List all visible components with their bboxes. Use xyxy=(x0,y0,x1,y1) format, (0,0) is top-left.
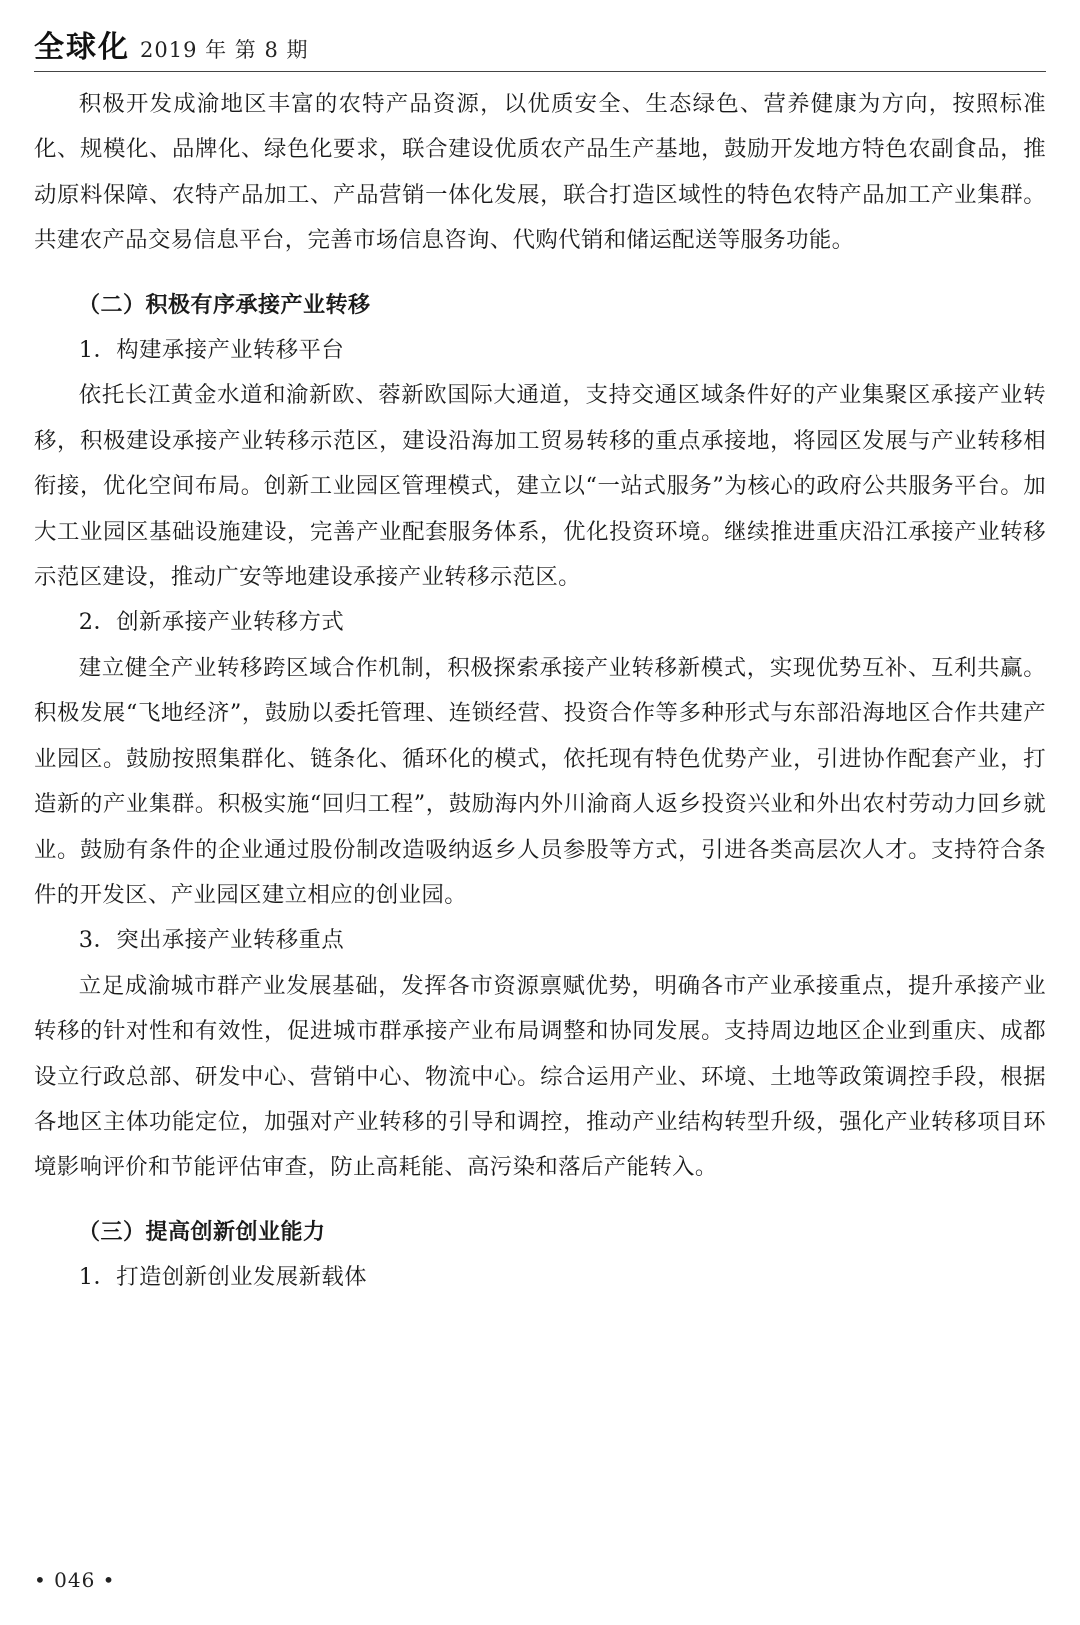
page-number: • 046 • xyxy=(34,1568,116,1592)
section-gap xyxy=(34,1191,1046,1210)
header-divider xyxy=(34,71,1046,72)
section-heading-3: （三）提高创新创业能力 xyxy=(78,1219,326,1245)
journal-name: 全球化 xyxy=(34,30,130,65)
issue-info: 2019 年 第 8 期 xyxy=(140,38,309,62)
page-header xyxy=(34,22,309,65)
section-heading-2: （二）积极有序承接产业转移 xyxy=(78,292,371,318)
section-gap xyxy=(34,264,1046,283)
article-body xyxy=(34,82,1046,1301)
subsection-title-3-1: 1．打造创新创业发展新载体 xyxy=(78,1264,367,1291)
subsection-paragraph-2-3: 立足成渝城市群产业发展基础，发挥各市资源禀赋优势，明确各市产业承接重点，提升承接产业转移的针对性和有效性，促进城市群承接产业布局调整和协同发展。支持周边地区企业到重庆、成都设立行政总部、研发中心、营销中心、物流中心。综合运用产业、环境、土地等政策调控手段，根据各地区主体功能定位，加强对产业转移的引导和调控，推动产业结构转型升级，强化产业转移项目环境影响评价和节能评估审查，防止高耗能、高污染和落后产能转入。 xyxy=(34,972,1046,1181)
subsection-paragraph-2-2: 建立健全产业转移跨区域合作机制，积极探索承接产业转移新模式，实现优势互补、互利共赢。积极发展“飞地经济”，鼓励以委托管理、连锁经营、投资合作等多种形式与东部沿海地区合作共建产业园区。鼓励按照集群化、链条化、循环化的模式，依托现有特色优势产业，引进协作配套产业，打造新的产业集群。积极实施“回归工程”，鼓励海内外川渝商人返乡投资兴业和外出农村劳动力回乡就业。鼓励有条件的企业通过股份制改造吸纳返乡人员参股等方式，引进各类高层次人才。支持符合条件的开发区、产业园区建立相应的创业园。 xyxy=(34,654,1046,908)
intro-paragraph: 积极开发成渝地区丰富的农特产品资源，以优质安全、生态绿色、营养健康为方向，按照标准化、规模化、品牌化、绿色化要求，联合建设优质农产品生产基地，鼓励开发地方特色农副食品，推动原料保障、农特产品加工、产品营销一体化发展，联合打造区域性的特色农特产品加工产业集群。共建农产品交易信息平台，完善市场信息咨询、代购代销和储运配送等服务功能。 xyxy=(34,91,1046,254)
subsection-title-2-1: 1．构建承接产业转移平台 xyxy=(78,337,345,364)
subsection-paragraph-2-1: 依托长江黄金水道和渝新欧、蓉新欧国际大通道，支持交通区域条件好的产业集聚区承接产业转移，积极建设承接产业转移示范区，建设沿海加工贸易转移的重点承接地，将园区发展与产业转移相衔接，优化空间布局。创新工业园区管理模式，建立以“一站式服务”为核心的政府公共服务平台。加大工业园区基础设施建设，完善产业配套服务体系，优化投资环境。继续推进重庆沿江承接产业转移示范区建设，推动广安等地建设承接产业转移示范区。 xyxy=(34,382,1046,591)
subsection-title-2-3: 3．突出承接产业转移重点 xyxy=(78,927,345,954)
subsection-title-2-2: 2．创新承接产业转移方式 xyxy=(78,609,345,636)
